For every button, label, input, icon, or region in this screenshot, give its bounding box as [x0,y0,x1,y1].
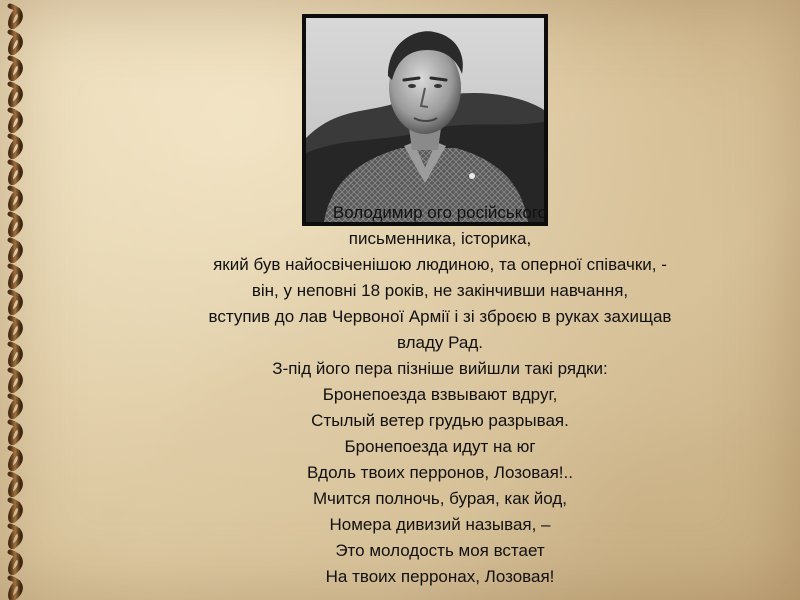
text-line: Это молодость моя встает [335,541,545,560]
text-line: Володимир ого російського [332,203,548,222]
rope-loop [10,188,20,209]
rope-loop [10,266,20,287]
rope-loop [10,552,20,573]
text-line: На твоих перронах, Лозовая! [325,567,555,586]
text-line: Бронепоезда идут на юг [344,437,536,456]
rope-loop [10,526,20,547]
rope-loop [10,6,20,27]
text-line: який був найосвіченішою людиною, та оперної співачки, - [213,255,667,274]
rope-loop [10,84,20,105]
text-line: Номера дивизий называя, – [329,515,551,534]
text-line: Вдоль твоих перронов, Лозовая!.. [307,463,573,482]
text-line: вступив до лав Червоної Армії і зі зброєю в руках захищав [208,307,672,326]
text-line: письменника, історика, [348,229,532,248]
rope-loop [10,500,20,521]
rope-loop [10,344,20,365]
text-line: Стылый ветер грудью разрывая. [311,411,569,430]
text-line: Бронепоезда взвывают вдруг, [322,385,558,404]
rope-loop [10,214,20,235]
portrait-photo [302,14,548,226]
text-line: З-під його пера пізніше вийшли такі рядки: [272,359,608,378]
rope-loop [10,58,20,79]
rope-loop [10,292,20,313]
rope-loop [10,110,20,131]
rope-loop [10,422,20,443]
rope-loop [10,396,20,417]
rope-loop [10,370,20,391]
biography-text [120,200,760,590]
rope-loop [10,578,20,599]
text-line: владу Рад. [396,333,484,352]
rope-loop [10,32,20,53]
text-line: він, у неповні 18 років, не закінчивши навчання, [251,281,629,300]
rope-loop [10,474,20,495]
rope-loop [10,136,20,157]
rope-binding-decoration [0,0,36,600]
portrait-image [306,18,544,222]
rope-loop [10,162,20,183]
rope-loop [10,448,20,469]
rope-loop [10,240,20,261]
rope-loop [10,318,20,339]
text-line: Мчится полночь, бурая, как йод, [312,489,568,508]
